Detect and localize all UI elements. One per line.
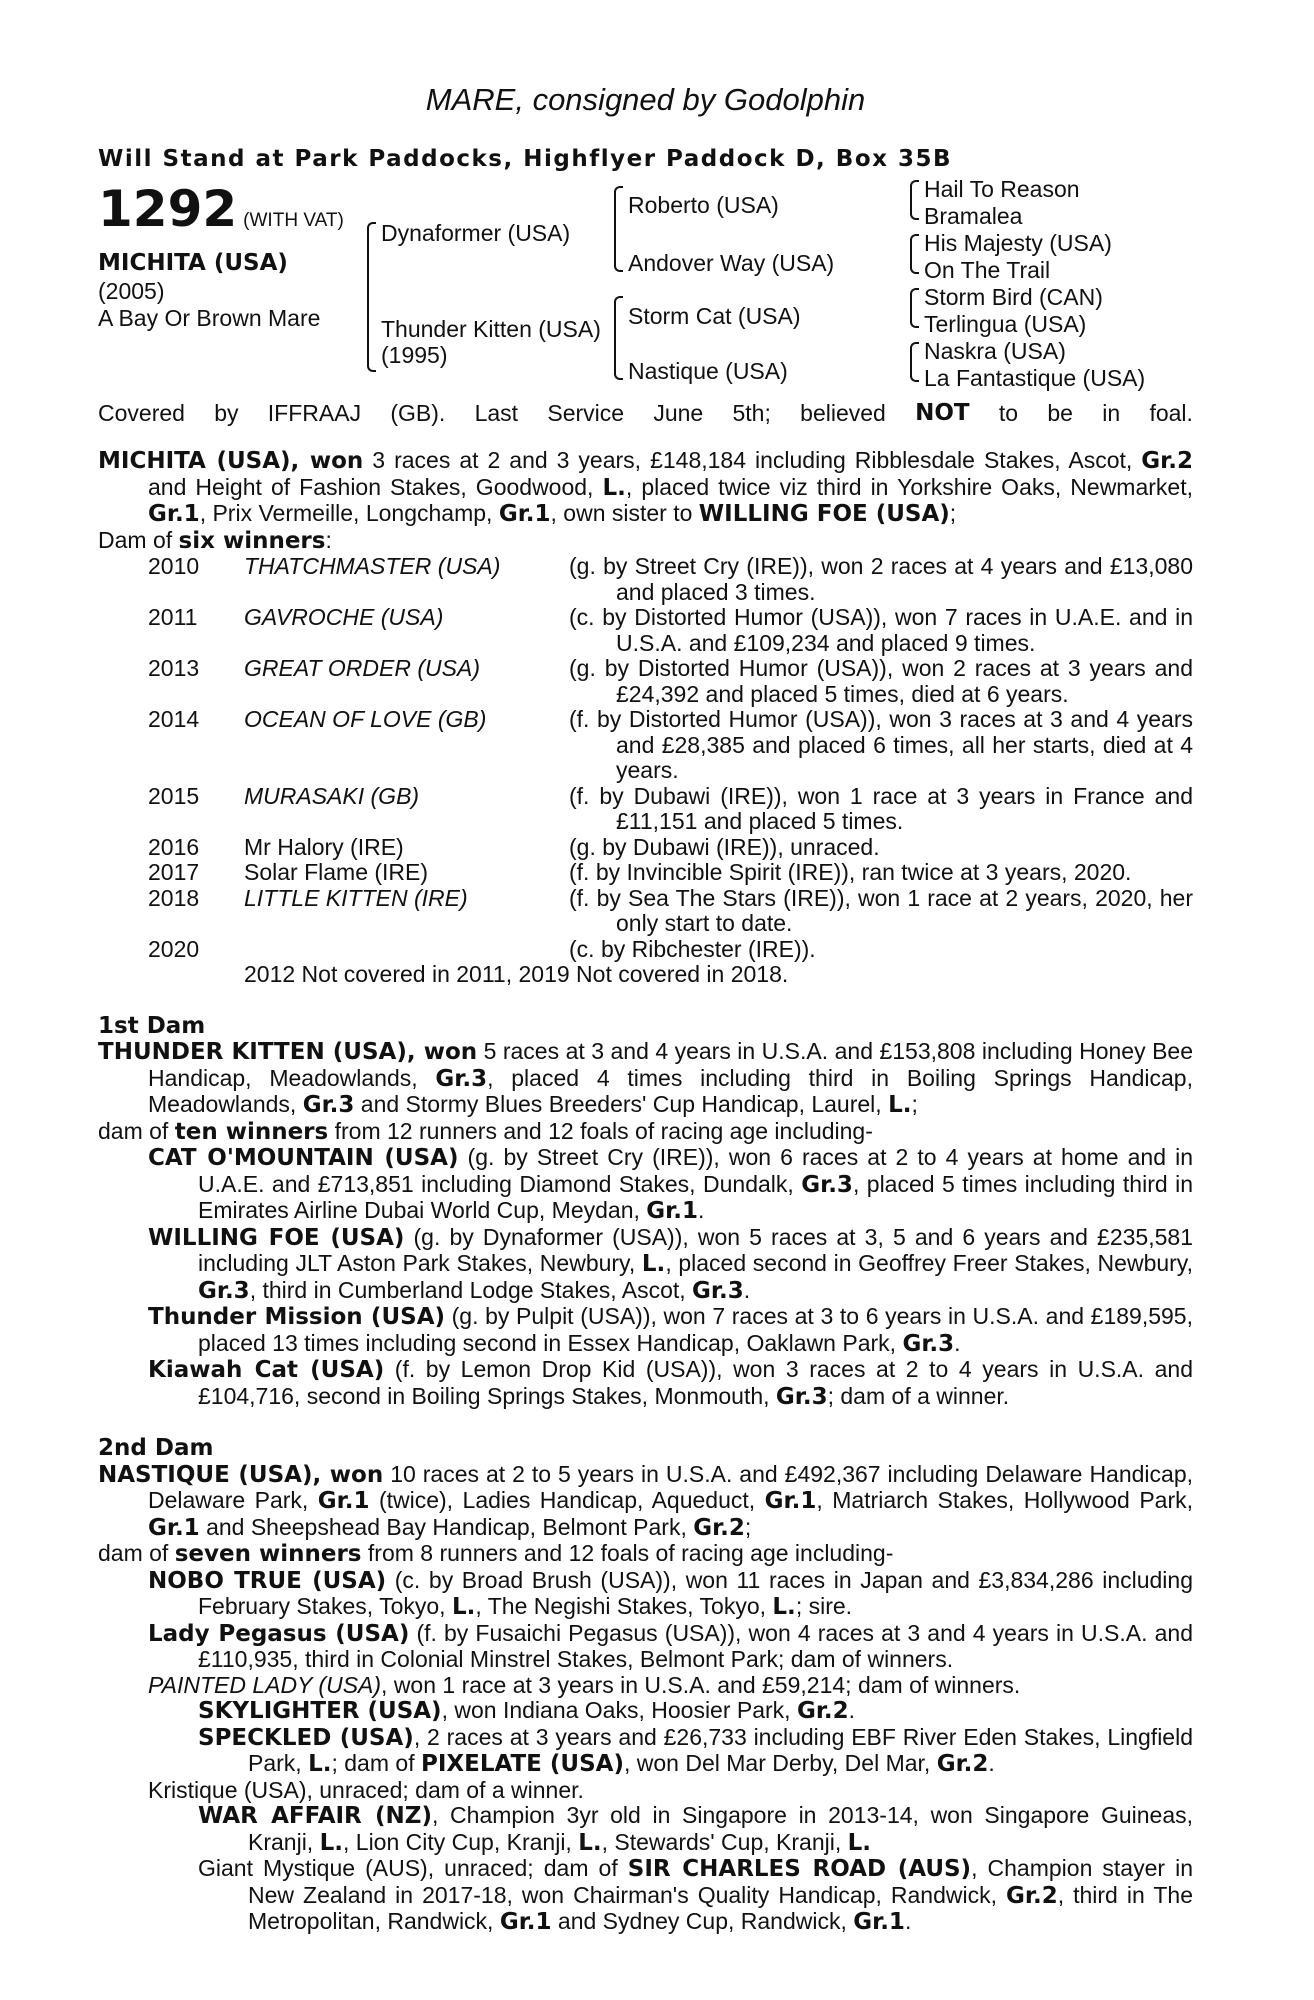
- covered-word: Last: [474, 400, 519, 426]
- pedigree-sire: Dynaformer (USA): [381, 220, 571, 246]
- pedigree-sss: Hail To Reason: [924, 176, 1080, 202]
- produce-name: NOBO TRUE (USA): [148, 1567, 387, 1594]
- progeny-year: 2017: [148, 859, 200, 885]
- horse-year: (2005): [98, 278, 165, 304]
- progeny-row: [148, 554, 1193, 605]
- grade-label: Gr.1: [646, 1198, 698, 1224]
- produce-name: Kristique (USA): [148, 1776, 307, 1803]
- listed-label: L.: [602, 474, 626, 501]
- second-dam-produce-line: [98, 1541, 1193, 1568]
- produce-name: CAT O'MOUNTAIN (USA): [148, 1145, 459, 1171]
- progeny-row: [148, 886, 1193, 937]
- sibling-name: WILLING FOE (USA): [698, 501, 950, 527]
- record-text: , placed second in Geoffrey Freer Stakes, Newbury,: [665, 1250, 1193, 1276]
- pedigree-sd: Andover Way (USA): [628, 250, 835, 276]
- record-text: , Lion City Cup, Kranji,: [343, 1828, 579, 1855]
- progeny-description: (c. by Ribchester (IRE)).: [569, 935, 816, 962]
- record-text: (c. by Broad Brush (USA)), won 11 races in Japan and £3,834,286 including February Stakes, Tokyo,: [198, 1566, 1193, 1619]
- listed-label: L.: [772, 1594, 796, 1620]
- record-text: , won Indiana Oaks, Hoosier Park,: [441, 1697, 797, 1723]
- produce-name: PAINTED LADY (USA): [148, 1671, 382, 1698]
- record-text: , Champion 3yr old in Singapore in 2013-14, won Singapore Guineas, Kranji,: [248, 1802, 1193, 1855]
- pedigree-brace-ds: [910, 288, 919, 328]
- first-dam-produce-entry: [98, 1357, 1193, 1410]
- pedigree-dd: Nastique (USA): [628, 358, 788, 384]
- dam-of-text: Dam of: [98, 526, 179, 553]
- record-text: , won Del Mar Derby, Del Mar,: [623, 1750, 937, 1776]
- progeny-table: [148, 554, 1193, 962]
- winners-count: seven winners: [174, 1541, 362, 1567]
- first-dam-heading: 1st Dam: [98, 1012, 206, 1039]
- pedigree-brace-sire: [614, 186, 623, 272]
- grade-label: Gr.3: [775, 1383, 828, 1410]
- first-dam-produce-entry: [98, 1145, 1193, 1225]
- record-text: , unraced; dam of: [427, 1855, 628, 1881]
- listed-label: L.: [319, 1829, 343, 1856]
- catalogue-body: [98, 448, 1193, 1936]
- dam-of-text: dam of: [98, 1117, 175, 1144]
- record-text: , Stewards' Cup, Kranji,: [601, 1828, 848, 1855]
- produce-name: SIR CHARLES ROAD (AUS): [627, 1856, 972, 1882]
- record-text: and Sydney Cup, Randwick,: [551, 1908, 854, 1934]
- third-generation-entry: [98, 1725, 1193, 1778]
- grade-label: Gr.3: [801, 1171, 853, 1198]
- won-label: , won: [406, 1039, 478, 1065]
- progeny-year: 2010: [148, 553, 200, 579]
- second-dam-produce-entry: [98, 1778, 1193, 1804]
- grade-label: Gr.2: [796, 1698, 849, 1724]
- winners-count: six winners: [178, 527, 326, 554]
- progeny-description: (f. by Invincible Spirit (IRE)), ran twice at 3 years, 2020.: [569, 859, 1132, 885]
- progeny-description: (f. by Sea The Stars (IRE)), won 1 race at 2 years, 2020, her only start to date.: [569, 884, 1193, 936]
- record-text: .: [954, 1329, 961, 1356]
- horse-name: MICHITA (USA): [98, 250, 288, 276]
- record-text: ;: [744, 1513, 752, 1540]
- grade-label: Gr.3: [302, 1092, 355, 1118]
- winners-count: ten winners: [174, 1118, 329, 1145]
- record-text: , placed twice viz third in Yorkshire Oaks, Newmarket,: [625, 473, 1193, 500]
- not-in-foal-emphasis: NOT: [915, 400, 970, 426]
- progeny-description: (g. by Dubawi (IRE)), unraced.: [569, 833, 880, 860]
- record-text: and Stormy Blues Breeders' Cup Handicap, Laurel,: [354, 1091, 889, 1117]
- dam-of-text: dam of: [98, 1540, 175, 1566]
- progeny-row: [148, 860, 1193, 886]
- produce-name: Giant Mystique (AUS): [198, 1855, 428, 1881]
- covered-word: June: [653, 400, 704, 426]
- pedigree-sdd: On The Trail: [924, 257, 1051, 283]
- progeny-year: 2016: [148, 833, 200, 860]
- record-text: , Matriarch Stakes, Hollywood Park,: [816, 1487, 1193, 1513]
- record-text: 3 races at 2 and 3 years, £148,184 including Ribblesdale Stakes, Ascot,: [363, 447, 1142, 473]
- mare-record: [98, 448, 1193, 528]
- lot-number-block: [98, 180, 344, 238]
- second-dam-produce-entry: [98, 1568, 1193, 1621]
- record-text: (g. by Street Cry (IRE)), won 6 races at 2 to 4 years at home and in U.A.E. and £713,851 including Diamond Stakes, Dundalk,: [198, 1144, 1193, 1197]
- consignor-header: MARE, consigned by Godolphin: [425, 82, 866, 117]
- grade-label: Gr.1: [148, 501, 200, 527]
- pedigree-sds: His Majesty (USA): [924, 230, 1112, 256]
- record-text: and Sheepshead Bay Handicap, Belmont Park,: [199, 1513, 694, 1540]
- pedigree-dsd: Terlingua (USA): [924, 311, 1087, 337]
- grade-label: Gr.1: [853, 1909, 905, 1935]
- progeny-name: MURASAKI (GB): [244, 782, 420, 809]
- produce-name: WAR AFFAIR (NZ): [198, 1803, 432, 1829]
- pedigree-brace-dd: [910, 342, 919, 382]
- progeny-description: (c. by Distorted Humor (USA)), won 7 races in U.A.E. and in U.S.A. and £109,234 and placed 9 times.: [569, 604, 1193, 656]
- grade-label: Gr.1: [764, 1488, 817, 1514]
- progeny-description: (g. by Distorted Humor (USA)), won 2 races at 3 years and £24,392 and placed 5 times, died at 6 years.: [569, 655, 1193, 707]
- not-covered-note: 2012 Not covered in 2011, 2019 Not covered in 2018.: [244, 961, 789, 987]
- listed-label: L.: [847, 1829, 872, 1856]
- progeny-year: 2020: [148, 935, 200, 962]
- record-text: 10 races at 2 to 5 years in U.S.A. and £492,367 including Delaware Handicap, Delaware Park,: [148, 1460, 1194, 1513]
- horse-description: A Bay Or Brown Mare: [98, 305, 321, 331]
- record-text: (f. by Fusaichi Pegasus (USA)), won 4 races at 3 and 4 years in U.S.A. and £110,935, third in Colonial Minstrel Stakes, Belmont Park; dam of winners.: [198, 1619, 1193, 1672]
- progeny-name: OCEAN OF LOVE (GB): [244, 706, 487, 732]
- dam-of-line: [98, 528, 1193, 555]
- progeny-name: Mr Halory (IRE): [244, 833, 404, 860]
- record-text: .: [904, 1908, 912, 1934]
- record-text: ; dam of a winner.: [827, 1382, 1010, 1409]
- record-text: ; dam of: [331, 1750, 421, 1776]
- covered-word: foal.: [1149, 400, 1193, 426]
- grade-label: Gr.2: [1141, 448, 1193, 474]
- dam-of-text: from 12 runners and 12 foals of racing age including-: [328, 1117, 873, 1144]
- progeny-year: 2015: [148, 782, 200, 809]
- covered-word: be: [1047, 400, 1073, 426]
- covered-word: by: [214, 400, 239, 426]
- record-text: , third in Cumberland Lodge Stakes, Ascot,: [249, 1276, 693, 1303]
- produce-name: PIXELATE (USA): [420, 1751, 624, 1777]
- pedigree-ssd: Bramalea: [924, 203, 1023, 229]
- progeny-name: GREAT ORDER (USA): [244, 655, 480, 681]
- first-dam-produce-entry: [98, 1225, 1193, 1305]
- pedigree-ss: Roberto (USA): [628, 192, 779, 218]
- grade-label: Gr.1: [499, 1909, 552, 1935]
- covered-word: in: [1102, 400, 1121, 426]
- record-text: , third in The Metropolitan, Randwick,: [248, 1881, 1194, 1934]
- grade-label: Gr.2: [1006, 1882, 1058, 1909]
- second-dam-record: [98, 1462, 1193, 1542]
- progeny-description: (f. by Distorted Humor (USA)), won 3 races at 3 and 4 years and £28,385 and placed 6 times, all her starts, died at 4 years.: [569, 706, 1193, 783]
- progeny-row: [148, 605, 1193, 656]
- progeny-name: Solar Flame (IRE): [244, 859, 429, 885]
- record-text: .: [743, 1276, 751, 1303]
- progeny-name: GAVROCHE (USA): [244, 604, 444, 630]
- covered-word: 5th;: [732, 400, 771, 426]
- pedigree-ds: Storm Cat (USA): [628, 303, 801, 329]
- record-text: (g. by Pulpit (USA)), won 7 races at 3 to 6 years in U.S.A. and £189,595, placed 13 times including second in Essex Handicap, Oaklawn Park,: [198, 1303, 1193, 1356]
- record-text: and Height of Fashion Stakes, Goodwood,: [148, 473, 603, 500]
- pedigree-dam: Thunder Kitten (USA): [381, 316, 601, 342]
- won-label: , won: [290, 448, 364, 474]
- progeny-year: 2013: [148, 655, 200, 681]
- listed-label: L.: [888, 1092, 912, 1118]
- covered-word: IFFRAAJ: [267, 400, 362, 426]
- pedigree-brace-main: [367, 222, 376, 372]
- produce-name: WILLING FOE (USA): [148, 1224, 405, 1251]
- covered-line: [98, 400, 1193, 427]
- first-dam-name: THUNDER KITTEN (USA): [98, 1039, 407, 1065]
- listed-label: L.: [451, 1594, 476, 1620]
- produce-name: Thunder Mission (USA): [148, 1304, 445, 1330]
- record-text: ; sire.: [795, 1593, 853, 1619]
- pedigree-dds: Naskra (USA): [924, 338, 1066, 364]
- record-text: , Prix Vermeille, Longchamp,: [199, 500, 499, 526]
- grade-label: Gr.3: [435, 1065, 488, 1092]
- second-dam-produce-entry: [98, 1621, 1193, 1673]
- produce-name: SKYLIGHTER (USA): [198, 1698, 442, 1724]
- third-generation-entry: [98, 1698, 1193, 1725]
- record-text: (twice), Ladies Handicap, Aqueduct,: [369, 1487, 765, 1513]
- vat-note: (WITH VAT): [243, 210, 344, 231]
- record-text: .: [848, 1697, 856, 1723]
- third-generation-entry: [98, 1856, 1193, 1936]
- progeny-year: 2018: [148, 884, 200, 911]
- won-label: , won: [312, 1461, 384, 1488]
- covered-word: believed: [800, 400, 886, 426]
- first-dam-produce-line: [98, 1119, 1193, 1146]
- record-text: , The Negishi Stakes, Tokyo,: [475, 1593, 773, 1619]
- first-dam-produce-entry: [98, 1304, 1193, 1357]
- record-text: , won 1 race at 3 years in U.S.A. and £59,214; dam of winners.: [381, 1671, 1021, 1698]
- mare-name: MICHITA (USA): [98, 448, 291, 474]
- produce-name: Kiawah Cat (USA): [148, 1357, 385, 1383]
- progeny-year: 2014: [148, 706, 200, 732]
- third-generation-entry: [98, 1803, 1193, 1856]
- second-dam-name: NASTIQUE (USA): [98, 1461, 313, 1488]
- covered-word: Covered: [98, 400, 185, 426]
- progeny-year: 2011: [148, 604, 198, 630]
- listed-label: L.: [578, 1829, 602, 1856]
- standing-location: Will Stand at Park Paddocks, Highflyer Paddock D, Box 35B: [98, 146, 953, 172]
- progeny-description: (g. by Street Cry (IRE)), won 2 races at 4 years and £13,080 and placed 3 times.: [569, 553, 1193, 605]
- record-text: , own sister to: [550, 500, 699, 526]
- progeny-row: [148, 937, 1193, 963]
- second-dam-produce-entry: [98, 1673, 1193, 1699]
- grade-label: Gr.2: [693, 1514, 745, 1541]
- progeny-name: LITTLE KITTEN (IRE): [244, 884, 468, 911]
- covered-word: Service: [547, 400, 625, 426]
- first-dam-record: [98, 1039, 1193, 1119]
- record-text: ;: [911, 1091, 918, 1117]
- progeny-row: [148, 707, 1193, 784]
- listed-label: L.: [641, 1251, 666, 1277]
- record-text: , unraced; dam of a winner.: [306, 1776, 584, 1803]
- covered-word: (GB).: [390, 400, 446, 426]
- record-text: (f. by Lemon Drop Kid (USA)), won 3 races at 2 to 4 years in U.S.A. and £104,716, second in Boiling Springs Stakes, Monmouth,: [198, 1356, 1193, 1409]
- pedigree-brace-dam: [614, 296, 623, 380]
- record-text: , placed 5 times including third in Emirates Airline Dubai World Cup, Meydan,: [198, 1170, 1193, 1223]
- pedigree-brace-sd: [910, 234, 919, 274]
- record-text: .: [697, 1197, 705, 1223]
- record-text: ;: [949, 500, 957, 526]
- dam-of-text: :: [325, 526, 332, 553]
- grade-label: Gr.1: [317, 1488, 370, 1514]
- listed-label: L.: [308, 1751, 332, 1777]
- record-text: , Champion stayer in New Zealand in 2017-18, won Chairman's Quality Handicap, Randwick,: [248, 1855, 1193, 1908]
- record-text: 5 races at 3 and 4 years in U.S.A. and £153,808 including Honey Bee Handicap, Meadowlands,: [148, 1038, 1193, 1091]
- grade-label: Gr.2: [936, 1751, 989, 1777]
- progeny-row: [148, 784, 1193, 835]
- pedigree-dam-year: (1995): [381, 342, 448, 368]
- progeny-description: (f. by Dubawi (IRE)), won 1 race at 3 years in France and £11,151 and placed 5 times.: [569, 782, 1193, 834]
- pedigree-ddd: La Fantastique (USA): [924, 365, 1146, 391]
- record-text: , placed 4 times including third in Boiling Springs Handicap, Meadowlands,: [148, 1064, 1193, 1117]
- grade-label: Gr.3: [692, 1277, 744, 1304]
- progeny-name: THATCHMASTER (USA): [244, 553, 501, 579]
- grade-label: Gr.1: [498, 501, 551, 527]
- record-text: , 2 races at 3 years and £26,733 including EBF River Eden Stakes, Lingfield Park,: [248, 1723, 1193, 1776]
- second-dam-heading: 2nd Dam: [98, 1435, 214, 1461]
- dam-of-text: from 8 runners and 12 foals of racing age including-: [361, 1540, 894, 1566]
- grade-label: Gr.3: [198, 1277, 250, 1304]
- grade-label: Gr.3: [902, 1330, 955, 1357]
- progeny-row: [148, 656, 1193, 707]
- pedigree-dss: Storm Bird (CAN): [924, 284, 1103, 310]
- lot-number: 1292: [98, 180, 238, 238]
- record-text: .: [988, 1750, 995, 1776]
- progeny-name: [244, 937, 569, 963]
- pedigree-brace-ss: [910, 180, 919, 220]
- record-text: (g. by Dynaformer (USA)), won 5 races at 3, 5 and 6 years and £235,581 including JLT Aston Park Stakes, Newbury,: [198, 1223, 1193, 1276]
- grade-label: Gr.1: [148, 1514, 200, 1541]
- produce-name: SPECKLED (USA): [198, 1724, 414, 1751]
- progeny-row: [148, 835, 1193, 861]
- covered-word: to: [998, 400, 1019, 426]
- produce-name: Lady Pegasus (USA): [148, 1620, 410, 1647]
